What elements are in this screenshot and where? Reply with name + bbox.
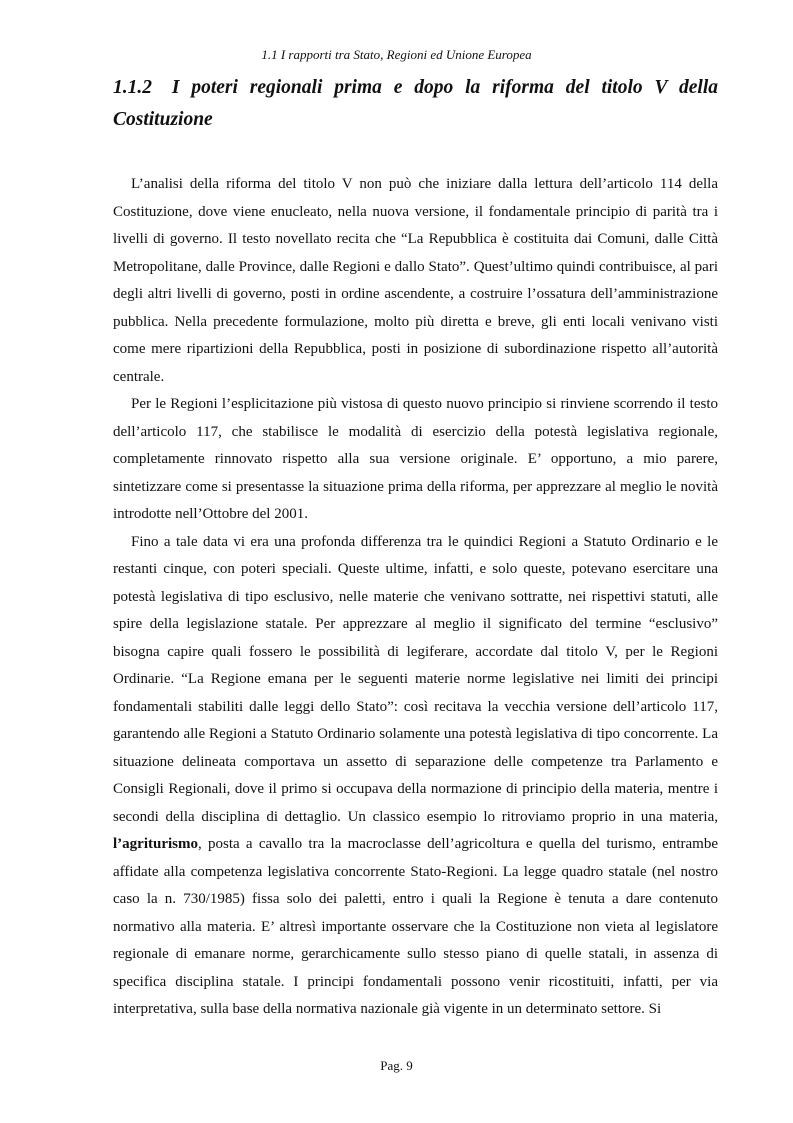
page-number: Pag. 9	[380, 1058, 413, 1073]
paragraph: Per le Regioni l’esplicitazione più vistosa di questo nuovo principio si rinviene scorrendo il testo dell’articolo 117, che stabilisce le modalità di esercizio della potestà legislativa regionale, completamente rinnovato rispetto alla sua versione originale. E’ opportuno, a mio parere, sintetizzare come si presentasse la situazione prima della riforma, per apprezzare al meglio le novità introdotte nell’Ottobre del 2001.	[113, 396, 718, 522]
section-title: I poteri regionali prima e dopo la riforma del titolo V della Costituzione	[113, 77, 719, 130]
running-header: 1.1 I rapporti tra Stato, Regioni ed Unione Europea	[261, 47, 532, 62]
section-heading	[113, 72, 718, 136]
paragraph-text: , posta a cavallo tra la macroclasse dell’agricoltura e quella del turismo, entrambe affidate alla competenza legislativa concorrente Stato-Regioni. La legge quadro statale (nel nostro caso la n. 730/1985) fissa solo dei paletti, entro i quali la Regione è tenuta a dare contenuto normativo alla materia. E’ altresì importante osservare che la Costituzione non vieta al legislatore regionale di emanare norme, gerarchicamente sullo stesso piano di quelle statali, in assenza di specifica disciplina statale. I principi fondamentali possono venir ricostituiti, infatti, per via interpretativa, sulla base della normativa nazionale già vigente in un determinato settore. Si	[113, 836, 718, 1017]
paragraph: L’analisi della riforma del titolo V non può che iniziare dalla lettura dell’articolo 114 della Costituzione, dove viene enucleato, nella nuova versione, il fondamentale principio di parità tra i livelli di governo. Il testo novellato recita che “La Repubblica è costituita dai Comuni, dalle Città Metropolitane, dalle Province, dalle Regioni e dallo Stato”. Quest’ultimo quindi contribuisce, al pari degli altri livelli di governo, posti in ordine ascendente, a costruire l’ossatura dell’amministrazione pubblica. Nella precedente formulazione, molto più diretta e breve, gli enti locali venivano visti come mere ripartizioni della Repubblica, posti in posizione di subordinazione rispetto all’autorità centrale.	[113, 176, 718, 385]
section-number: 1.1.2	[113, 77, 152, 98]
body-text	[113, 171, 718, 1024]
paragraph	[113, 529, 718, 1024]
bold-term: l’agriturismo	[113, 836, 198, 852]
paragraph-text: Fino a tale data vi era una profonda differenza tra le quindici Regioni a Statuto Ordinario e le restanti cinque, con poteri speciali. Queste ultime, infatti, e solo queste, potevano esercitare una potestà legislativa di tipo esclusivo, nelle materie che venivano sottratte, nei rispettivi statuti, alle spire della legislazione statale. Per apprezzare al meglio il significato del termine “esclusivo” bisogna capire quali fossero le possibilità di legiferare, accordate dal titolo V, per le Regioni Ordinarie. “La Regione emana per le seguenti materie norme legislative nei limiti dei principi fondamentali stabiliti dalle leggi dello Stato”: così recitava la vecchia versione dell’articolo 117, garantendo alle Regioni a Statuto Ordinario solamente una potestà legislativa di tipo concorrente. La situazione delineata comportava un assetto di separazione delle competenze tra Parlamento e Consigli Regionali, dove il primo si occupava della normazione di principio della materia, mentre i secondi della disciplina di dettaglio. Un classico esempio lo ritroviamo proprio in una materia,	[113, 533, 718, 825]
